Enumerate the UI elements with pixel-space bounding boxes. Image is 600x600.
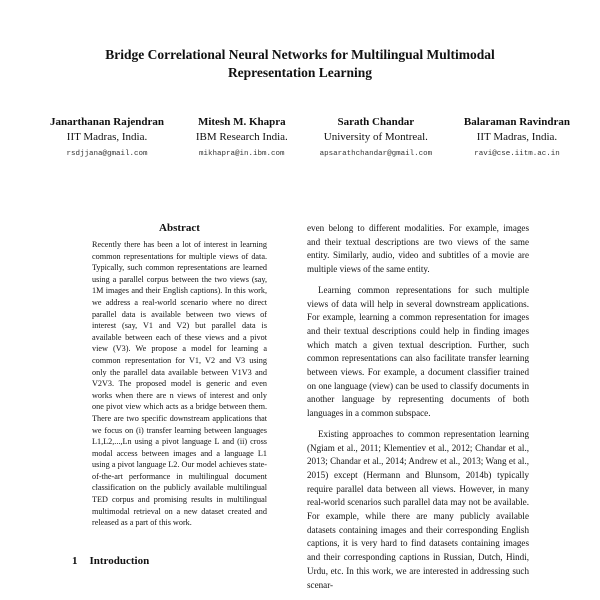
author-list: [50, 115, 570, 162]
paper-title: [60, 46, 540, 82]
author-email: ravi@cse.iitm.ac.in: [474, 150, 560, 158]
section-title: Introduction: [89, 555, 150, 567]
body-paragraph: Learning common representations for such multiple views of data will help in several downstream applications. For example, learning a common representation for images and their textual descriptions could help in finding images which match a given textual description. Further, such common representations can also facilitate transfer learning between views. For example, a document classifier trained on one language (view) can be used to classify documents in another language by representing documents of both languages in a common subspace.: [307, 284, 529, 419]
paper-title-line-2: Representation Learning: [227, 65, 373, 80]
section-heading: [72, 555, 149, 567]
author-affiliation: IIT Madras, India.: [476, 131, 558, 143]
author-affiliation: IBM Research India.: [195, 131, 288, 143]
body-paragraph: Existing approaches to common representation learning (Ngiam et al., 2011; Klementiev et al., 2012; Chandar et al., 2013; Chandar et al., 2014; Andrew et al., 2013; Wang et al., 2015) except (Hermann and Blunsom, 2014b) typically require parallel data between all views. However, in many real-world scenarios such parallel data may not be available. For example, while there are many publicly available datasets containing images and their corresponding English captions, it is very hard to find datasets containing images and their corresponding captions in Russian, Dutch, Hindi, Urdu, etc. In this work, we are interested in addressing such scenar-: [307, 428, 529, 590]
body-paragraph: even belong to different modalities. For example, images and their textual descriptions are two views of the same entity. Similarly, audio, video and subtitles of a movie are multiple views of the same entity.: [307, 223, 529, 275]
right-column: [307, 222, 529, 599]
author-block: [320, 115, 433, 162]
author-block: [50, 115, 164, 162]
author-affiliation: University of Montreal.: [323, 131, 428, 143]
paper-title-line-1: Bridge Correlational Neural Networks for Multilingual Multimodal: [105, 47, 495, 62]
author-name: Sarath Chandar: [337, 116, 415, 128]
author-name: Janarthanan Rajendran: [50, 116, 164, 128]
author-affiliation: IIT Madras, India.: [66, 131, 148, 143]
abstract-text: Recently there has been a lot of interest in learning common representations for multiple views of data. Typically, such common representations are learned using a parallel corpus between the two views (say, 1M images and their English captions). In this work, we address a real-world scenario where no direct parallel data is available between two views of interest (say, V1 and V2) but parallel data is available between each of these views and a pivot view (V3). We propose a model for learning a common representation for V1, V2 and V3 using only the parallel data available between V1V3 and V2V3. The proposed model is generic and even works when there are n views of interest and only one pivot view which acts as a bridge between them. There are two specific downstream applications that we focus on (i) transfer learning between languages L1,L2,...,Ln using a pivot language L and (ii) cross modal access between images and a language L1 using a pivot language L2. Our model achieves state-of-the-art performance in multilingual document classification on the publicly available multilingual TED corpus and promising results in multilingual multimodal retrieval on a new dataset created and released as a part of this work.: [92, 240, 267, 528]
author-block: [196, 115, 288, 162]
section-number: 1: [72, 555, 78, 567]
author-email: apsarathchandar@gmail.com: [319, 150, 433, 158]
abstract-heading: Abstract: [159, 222, 200, 234]
author-email: rsdjjana@gmail.com: [66, 150, 148, 158]
author-name: Mitesh M. Khapra: [197, 116, 286, 128]
author-name: Balaraman Ravindran: [463, 116, 570, 128]
author-block: [464, 115, 570, 162]
author-email: mikhapra@in.ibm.com: [199, 150, 285, 158]
